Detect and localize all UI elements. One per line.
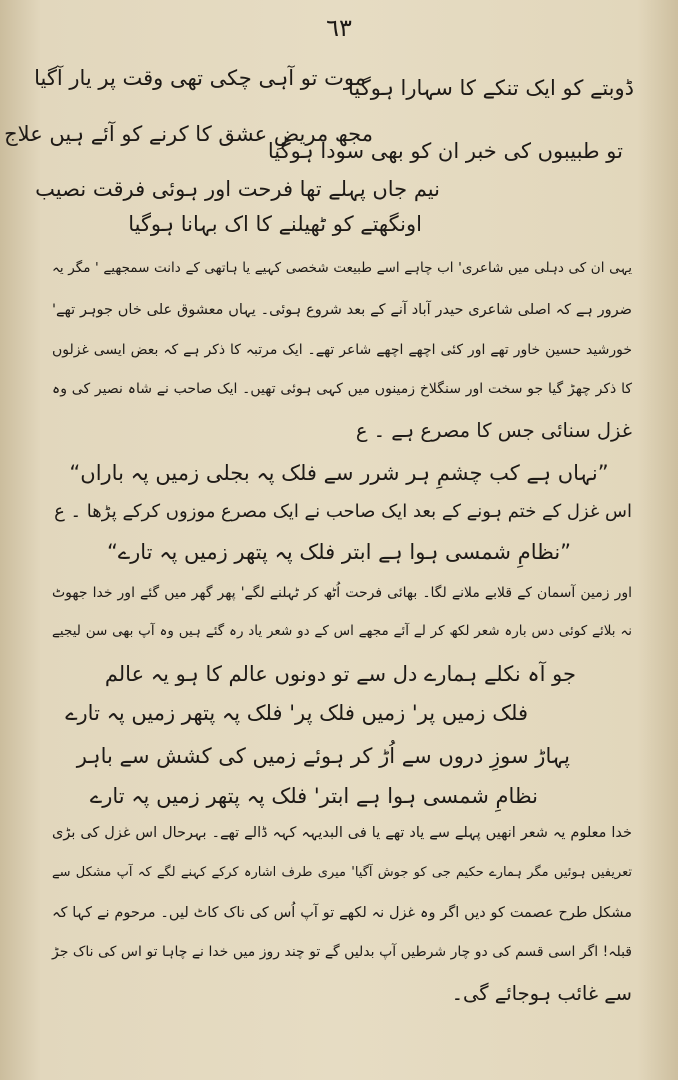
verse-line: نظامِ شمسی ہوا ہے ابتر' فلک پہ پتھر زمیں پہ تارے: [89, 784, 538, 808]
prose-line: خورشید حسین خاور تھے اور کئی اچھے اچھے شاعر تھے۔ ایک مرتبہ کا ذکر ہے کہ بعض ایسی غزلوں: [52, 342, 632, 358]
quoted-verse: ”نظامِ شمسی ہوا ہے ابتر فلک پہ پتھر زمیں پہ تارے“: [106, 540, 572, 564]
prose-line: خدا معلوم یہ شعر انھیں پہلے سے یاد تھے یا فی البدیہہ کہہ ڈالے تھے۔ بہرحال اس غزل کی بڑی: [52, 825, 632, 841]
prose-line: قبلہ! اگر اسی قسم کی دو چار شرطیں آپ بدلیں گے تو چند روز میں خدا نے چاہا تو اس کی ناک جڑ: [52, 944, 632, 960]
verse-line: جو آہ نکلے ہمارے دل سے تو دونوں عالم کا ہو یہ عالم: [104, 662, 576, 686]
verse-line: موت تو آہی چکی تھی وقت پر یار آگیا: [34, 66, 366, 90]
prose-line: نہ بلائے کوئی دس بارہ شعر لکھ کر لے آئے مجھے اس کے دو شعر یاد رہ گئے ہیں وہ آپ بھی سن لیجیے: [52, 623, 632, 639]
prose-line: یہی ان کی دہلی میں شاعری' اب چاہے اسے طبیعت شخصی کہیے یا ہاتھی کے دانت سمجھیے ' مگر یہ: [52, 260, 632, 276]
verse-line: پہاڑ سوزِ دروں سے اُڑ کر ہوئے زمیں کی کشش سے باہر: [76, 744, 570, 768]
verse-line: ڈوبتے کو ایک تنکے کا سہارا ہوگیا: [348, 76, 634, 100]
verse-line: اونگھتے کو ٹھیلنے کا اک بہانا ہوگیا: [128, 212, 422, 236]
verse-line: نیم جاں پہلے تھا فرحت اور ہوئی فرقت نصیب: [35, 177, 440, 201]
prose-line: ضرور ہے کہ اصلی شاعری حیدر آباد آنے کے بعد شروع ہوئی۔ یہاں معشوق علی خاں جوہر تھے': [52, 302, 632, 318]
prose-line: مشکل طرح عصمت کو دیں اگر وہ غزل نہ لکھے تو آپ اُس کی ناک کاٹ لیں۔ مرحوم نے کہا کہ: [52, 905, 632, 921]
quoted-verse: ”نہاں ہے کب چشمِ ہر شرر سے فلک پہ بجلی زمیں پہ باراں“: [69, 461, 609, 485]
prose-line: غزل سنائی جس کا مصرع ہے ۔ ع: [355, 419, 632, 442]
prose-line: تعریفیں ہوئیں مگر ہمارے حکیم جی کو جوش آگیا' میری طرف اشارہ کرکے کہنے لگے کہ آپ مشکل سے: [52, 865, 632, 880]
verse-line: مجھ مریضِ عشق کا کرنے کو آئے ہیں علاج: [4, 122, 373, 146]
prose-line: کا ذکر چھڑ گیا جو سخت اور سنگلاخ زمینوں میں کہی ہوئی تھیں۔ ایک صاحب نے شاہ نصیر کی وہ: [52, 381, 632, 397]
verse-line: تو طبیبوں کی خبر ان کو بھی سودا ہوگیا: [267, 139, 623, 163]
prose-line: اس غزل کے ختم ہونے کے بعد ایک صاحب نے ایک مصرع موزوں کرکے پڑھا ۔ ع: [54, 501, 632, 522]
verse-line: فلک زمیں پر' زمیں فلک پر' فلک پہ پتھر زمیں پہ تارے: [65, 701, 528, 725]
prose-line: سے غائب ہوجائے گی۔: [451, 982, 632, 1005]
prose-line: اور زمین آسمان کے قلابے ملانے لگا۔ بھائی فرحت اُٹھ کر ٹہلنے لگے' پھر گھر میں گئے اور خدا جھوٹ: [52, 585, 632, 601]
page-number: ٦٣: [326, 14, 352, 42]
